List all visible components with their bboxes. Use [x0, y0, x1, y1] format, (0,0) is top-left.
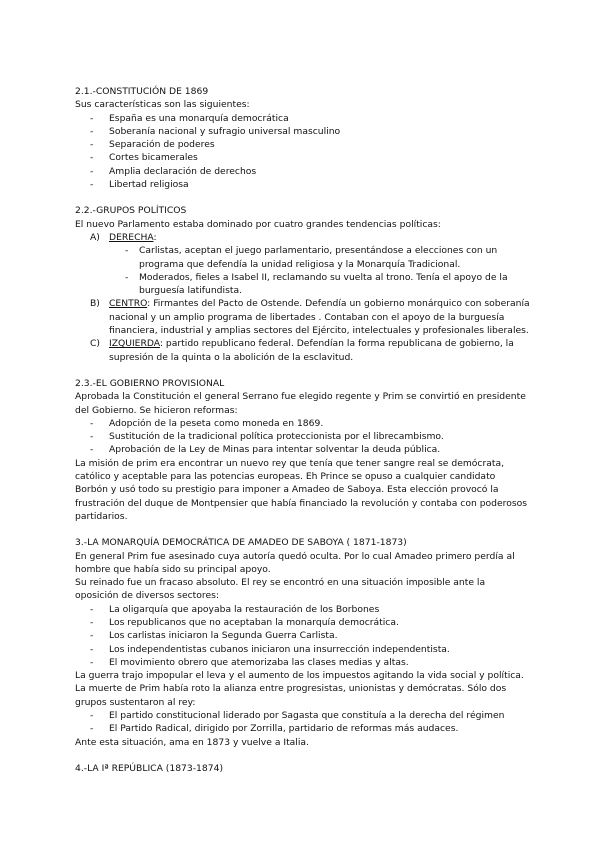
section-heading-grupos: 2.2.-GRUPOS POLÍTICOS: [75, 205, 187, 217]
section-heading-amadeo: 3.-LA MONARQUÍA DEMOCRÁTICA DE AMADEO DE SABOYA ( 1871-1873): [75, 537, 407, 549]
paragraph: En general Prim fue asesinado cuya autoría quedó oculta. Por lo cual Amadeo primero perdía al hombre que había sido su principal apoyo.: [75, 550, 515, 575]
list-item-derecha: A) DERECHA:: [90, 231, 157, 243]
paragraph: Su reinado fue un fracaso absoluto. El rey se encontró en una situación imposible ante la oposición de diversos sectores:: [75, 577, 486, 602]
paragraph: Ante esta situación, ama en 1873 y vuelve a Italia.: [75, 736, 309, 748]
list-item: - Aprobación de la Ley de Minas para intentar solventar la deuda pública.: [90, 444, 441, 456]
list-item: - Amplia declaración de derechos: [90, 165, 257, 177]
label-derecha: DERECHA: [109, 231, 154, 243]
list-item: - El Partido Radical, dirigido por Zorrilla, partidario de reformas más audaces.: [90, 723, 459, 735]
sub-list-item: - Carlistas, aceptan el juego parlamentario, presentándose a elecciones con un programa que defendía la unidad religiosa y la Monarquía Tradicional.: [125, 245, 498, 270]
list-item: - Adopción de la peseta como moneda en 1869.: [90, 417, 324, 429]
list-item: - Cortes bicamerales: [90, 152, 198, 164]
list-item: - El movimiento obrero que atemorizaba las clases medias y altas.: [90, 656, 409, 668]
list-item: - Los carlistas iniciaron la Segunda Guerra Carlista.: [90, 630, 338, 642]
paragraph: El nuevo Parlamento estaba dominado por cuatro grandes tendencias políticas:: [75, 218, 441, 230]
section-heading-constitucion: 2.1.-CONSTITUCIÓN DE 1869: [75, 86, 209, 97]
paragraph: La guerra trajo impopular el leva y el aumento de los impuestos agitando la vida social y política. La muerte de Prim había roto la alianza entre progresistas, unionistas y demócratas. Sólo dos grupos sustentaron al rey:: [75, 670, 524, 708]
list-item: - Libertad religiosa: [90, 179, 189, 191]
sub-list-item: - Moderados, fieles a Isabel II, reclamando su vuelta al trono. Tenía el apoyo de la burguesía latifundista.: [125, 271, 508, 297]
label-centro: CENTRO: [109, 298, 148, 310]
paragraph: Sus características son las siguientes:: [75, 99, 250, 111]
list-item: - Sustitución de la tradicional política proteccionista por el librecambismo.: [90, 431, 444, 443]
list-item: - Los independentistas cubanos iniciaron una insurrección independentista.: [90, 643, 450, 655]
paragraph: La misión de prim era encontrar un nuevo rey que tenía que tener sangre real se demócrata, católico y aceptable para las potencias europeas. Eh Prince se opuso a cualquier candidato Borbón y usó todo su prestigio para imponer a Amadeo de Saboya. Esta elección provocó la frustración del duque de Montpensier que había financiado la revolución y contaba con poderosos partidarios.: [75, 457, 528, 522]
section-heading-gobierno-provisional: 2.3.-EL GOBIERNO PROVISIONAL: [75, 377, 225, 389]
list-item: - El partido constitucional liderado por Sagasta que constituía a la derecha del régimen: [90, 710, 505, 722]
list-item: - España es una monarquía democrática: [90, 112, 289, 124]
label-izquierda: IZQUIERDA: [109, 338, 160, 350]
list-item: - La oligarquía que apoyaba la restauración de los Borbones: [90, 603, 380, 615]
list-item-izquierda: C) IZQUIERDA: partido republicano federal. Defendían la forma republicana de gobierno, la supresión de la quinta o la abolición de la esclavitud.: [90, 338, 514, 363]
list-item: - Separación de poderes: [90, 139, 215, 151]
paragraph: Aprobada la Constitución el general Serrano fue elegido regente y Prim se convirtió en presidente del Gobierno. Se hicieron reformas:: [75, 391, 526, 416]
list-item-centro: B) CENTRO: Firmantes del Pacto de Ostende. Defendía un gobierno monárquico con soberanía nacional y un amplio programa de libertades . Contaban con el apoyo de la burguesía financiera, industrial y amplias sectores del Ejército, intelectuales y profesionales liberales.: [90, 298, 530, 337]
section-heading-primera-republica: 4.-LA Iª REPÚBLICA (1873-1874): [75, 762, 224, 774]
list-item: - Los republicanos que no aceptaban la monarquía democrática.: [90, 616, 399, 628]
list-item: - Soberanía nacional y sufragio universal masculino: [90, 125, 341, 137]
document-body: [75, 85, 530, 775]
